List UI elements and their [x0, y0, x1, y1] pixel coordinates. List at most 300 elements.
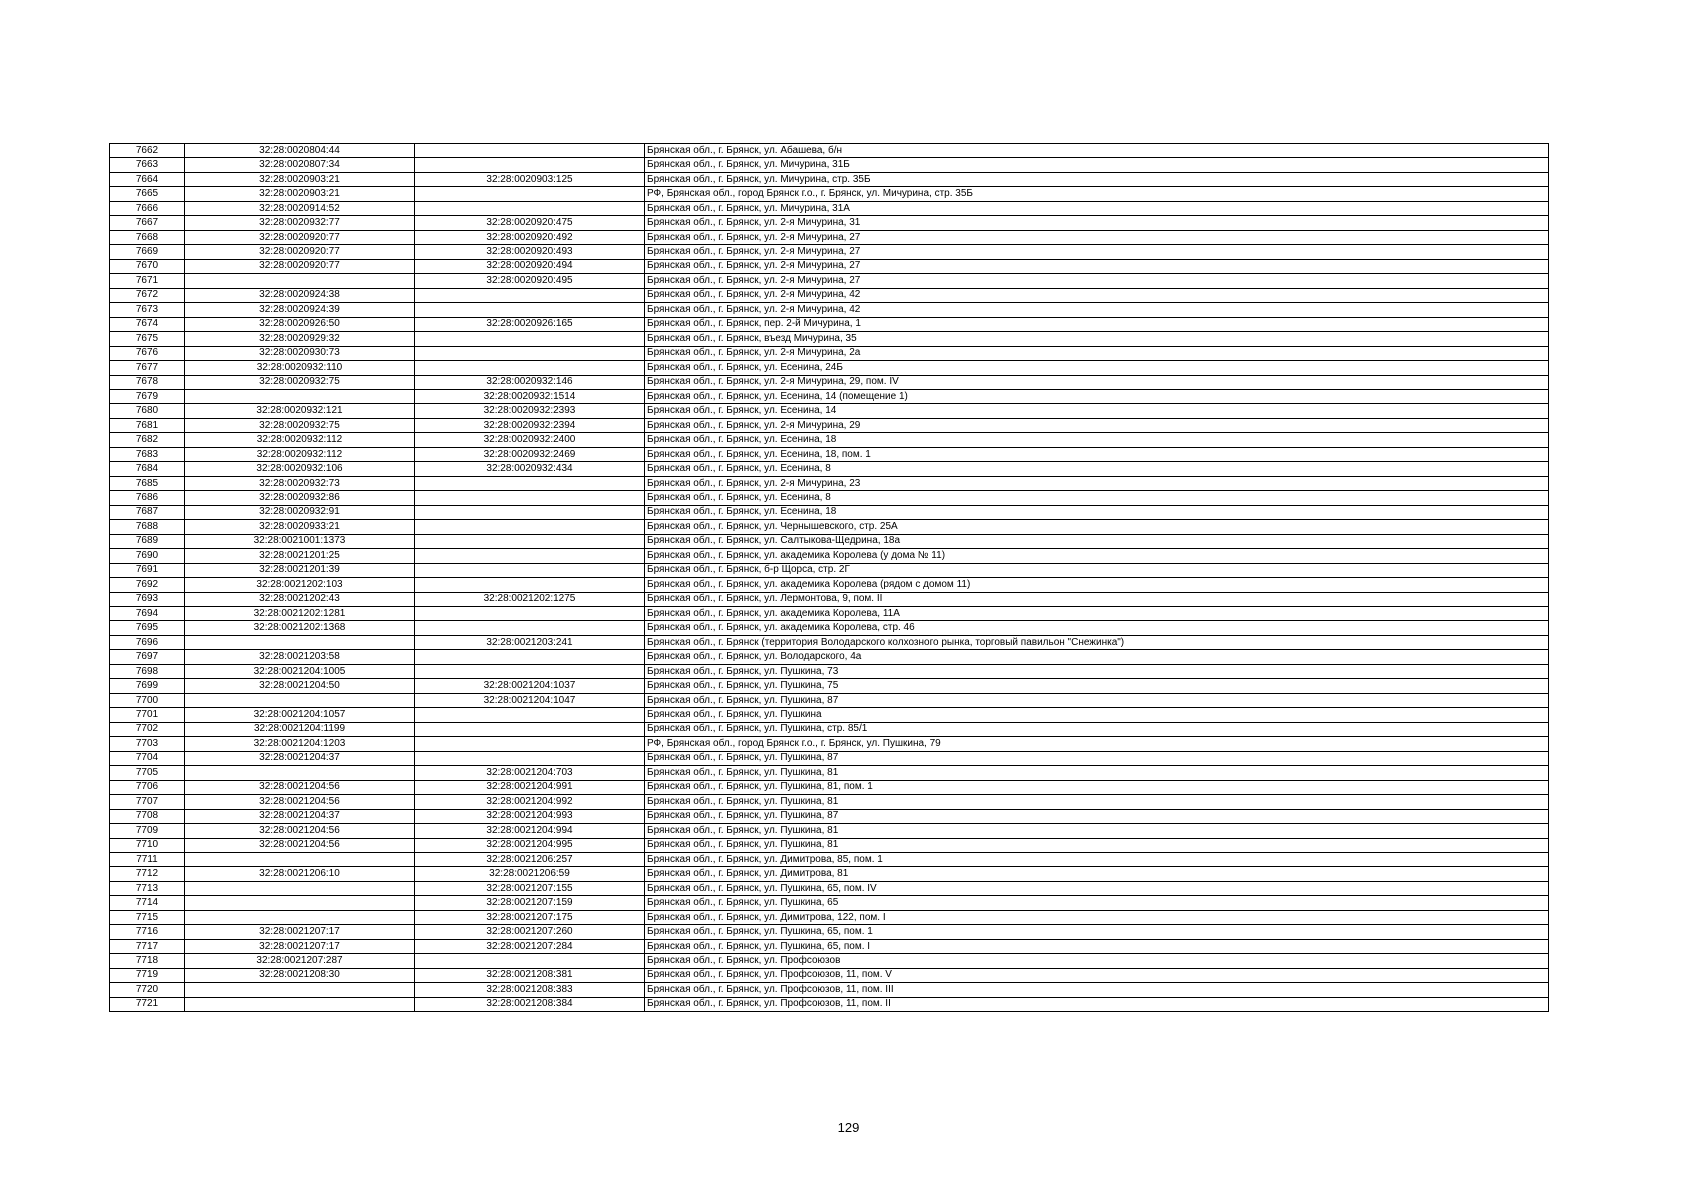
table-row	[110, 881, 1549, 895]
address-cell: Брянская обл., г. Брянск, ул. 2-я Мичурина, 27	[645, 245, 1549, 259]
address-cell: Брянская обл., г. Брянск, ул. 2-я Мичурина, 2а	[645, 346, 1549, 360]
address-cell: Брянская обл., г. Брянск, ул. Чернышевского, стр. 25А	[645, 520, 1549, 534]
table-row	[110, 404, 1549, 418]
address-cell: Брянская обл., г. Брянск, ул. 2-я Мичурина, 42	[645, 288, 1549, 302]
address-cell: Брянская обл., г. Брянск, ул. Пушкина, 81, пом. 1	[645, 780, 1549, 794]
table-row	[110, 997, 1549, 1011]
row-number-cell: 7701	[110, 708, 185, 722]
row-number-cell: 7684	[110, 462, 185, 476]
table-row	[110, 679, 1549, 693]
object-number-cell: 32:28:0021204:992	[415, 795, 645, 809]
address-cell: Брянская обл., г. Брянск, ул. Пушкина, 65, пом. 1	[645, 925, 1549, 939]
row-number-cell: 7703	[110, 737, 185, 751]
address-cell: Брянская обл., г. Брянск, ул. академика Королева, 11А	[645, 607, 1549, 621]
address-cell: Брянская обл., г. Брянск, ул. 2-я Мичурина, 27	[645, 230, 1549, 244]
row-number-cell: 7679	[110, 389, 185, 403]
parcel-number-cell	[185, 766, 415, 780]
parcel-number-cell: 32:28:0021208:30	[185, 968, 415, 982]
object-number-cell: 32:28:0021204:703	[415, 766, 645, 780]
parcel-number-cell: 32:28:0021204:56	[185, 838, 415, 852]
table-row	[110, 346, 1549, 360]
row-number-cell: 7694	[110, 607, 185, 621]
object-number-cell: 32:28:0020932:1514	[415, 389, 645, 403]
table-row	[110, 534, 1549, 548]
table-row	[110, 288, 1549, 302]
row-number-cell: 7704	[110, 751, 185, 765]
row-number-cell: 7692	[110, 578, 185, 592]
table-row	[110, 621, 1549, 635]
parcel-number-cell	[185, 896, 415, 910]
parcel-number-cell: 32:28:0021204:1199	[185, 722, 415, 736]
address-cell: Брянская обл., г. Брянск, ул. Профсоюзов	[645, 954, 1549, 968]
object-number-cell	[415, 607, 645, 621]
object-number-cell: 32:28:0020926:165	[415, 317, 645, 331]
object-number-cell	[415, 346, 645, 360]
table-row	[110, 332, 1549, 346]
row-number-cell: 7690	[110, 549, 185, 563]
row-number-cell: 7666	[110, 201, 185, 215]
address-cell: Брянская обл., г. Брянск, ул. Салтыкова-Щедрина, 18а	[645, 534, 1549, 548]
object-number-cell: 32:28:0021204:995	[415, 838, 645, 852]
row-number-cell: 7718	[110, 954, 185, 968]
parcel-number-cell: 32:28:0020924:38	[185, 288, 415, 302]
parcel-number-cell: 32:28:0021206:10	[185, 867, 415, 881]
address-cell: Брянская обл., г. Брянск, ул. Володарского, 4а	[645, 650, 1549, 664]
object-number-cell: 32:28:0021206:59	[415, 867, 645, 881]
table-row	[110, 201, 1549, 215]
address-cell: Брянская обл., г. Брянск, ул. Мичурина, стр. 35Б	[645, 172, 1549, 186]
row-number-cell: 7688	[110, 520, 185, 534]
row-number-cell: 7674	[110, 317, 185, 331]
parcel-number-cell: 32:28:0021204:50	[185, 679, 415, 693]
table-row	[110, 737, 1549, 751]
address-cell: Брянская обл., г. Брянск, ул. Пушкина, 81	[645, 795, 1549, 809]
parcel-number-cell: 32:28:0020807:34	[185, 158, 415, 172]
row-number-cell: 7687	[110, 505, 185, 519]
object-number-cell: 32:28:0020932:2394	[415, 418, 645, 432]
table-row	[110, 187, 1549, 201]
table-row	[110, 578, 1549, 592]
address-cell: РФ, Брянская обл., город Брянск г.о., г. Брянск, ул. Мичурина, стр. 35Б	[645, 187, 1549, 201]
table-row	[110, 795, 1549, 809]
row-number-cell: 7700	[110, 693, 185, 707]
parcel-number-cell: 32:28:0020932:121	[185, 404, 415, 418]
object-number-cell	[415, 505, 645, 519]
row-number-cell: 7691	[110, 563, 185, 577]
parcel-number-cell: 32:28:0021204:56	[185, 824, 415, 838]
row-number-cell: 7709	[110, 824, 185, 838]
object-number-cell: 32:28:0020932:434	[415, 462, 645, 476]
table-row	[110, 852, 1549, 866]
address-cell: Брянская обл., г. Брянск, ул. Профсоюзов, 11, пом. III	[645, 983, 1549, 997]
row-number-cell: 7667	[110, 216, 185, 230]
table-row	[110, 520, 1549, 534]
object-number-cell: 32:28:0021203:241	[415, 635, 645, 649]
address-cell: Брянская обл., г. Брянск, ул. Димитрова, 85, пом. 1	[645, 852, 1549, 866]
row-number-cell: 7673	[110, 303, 185, 317]
table-row	[110, 447, 1549, 461]
object-number-cell: 32:28:0021207:155	[415, 881, 645, 895]
parcel-number-cell: 32:28:0020932:73	[185, 476, 415, 490]
row-number-cell: 7681	[110, 418, 185, 432]
table-row	[110, 910, 1549, 924]
object-number-cell: 32:28:0021208:381	[415, 968, 645, 982]
page-number: 129	[837, 1120, 860, 1135]
object-number-cell: 32:28:0020932:146	[415, 375, 645, 389]
address-cell: Брянская обл., г. Брянск, ул. Есенина, 18, пом. 1	[645, 447, 1549, 461]
parcel-number-cell: 32:28:0021204:37	[185, 809, 415, 823]
parcel-number-cell: 32:28:0021204:56	[185, 780, 415, 794]
address-cell: Брянская обл., г. Брянск, ул. академика Королева, стр. 46	[645, 621, 1549, 635]
object-number-cell: 32:28:0020932:2469	[415, 447, 645, 461]
parcel-number-cell: 32:28:0021201:39	[185, 563, 415, 577]
table-row	[110, 780, 1549, 794]
row-number-cell: 7683	[110, 447, 185, 461]
parcel-number-cell: 32:28:0021207:17	[185, 925, 415, 939]
object-number-cell	[415, 563, 645, 577]
parcel-number-cell: 32:28:0020929:32	[185, 332, 415, 346]
address-cell: Брянская обл., г. Брянск, б-р Щорса, стр. 2Г	[645, 563, 1549, 577]
object-number-cell	[415, 158, 645, 172]
object-number-cell: 32:28:0020920:495	[415, 274, 645, 288]
table-row	[110, 462, 1549, 476]
parcel-number-cell: 32:28:0020932:112	[185, 447, 415, 461]
object-number-cell	[415, 578, 645, 592]
table-row	[110, 896, 1549, 910]
parcel-number-cell	[185, 997, 415, 1011]
parcel-number-cell: 32:28:0021204:37	[185, 751, 415, 765]
object-number-cell: 32:28:0021202:1275	[415, 592, 645, 606]
table-row	[110, 722, 1549, 736]
parcel-number-cell: 32:28:0020932:75	[185, 375, 415, 389]
table-row	[110, 476, 1549, 490]
parcel-number-cell	[185, 881, 415, 895]
parcel-number-cell: 32:28:0021203:58	[185, 650, 415, 664]
table-row	[110, 766, 1549, 780]
object-number-cell: 32:28:0020920:475	[415, 216, 645, 230]
object-number-cell: 32:28:0021206:257	[415, 852, 645, 866]
object-number-cell: 32:28:0021207:159	[415, 896, 645, 910]
row-number-cell: 7677	[110, 361, 185, 375]
row-number-cell: 7699	[110, 679, 185, 693]
table-row	[110, 418, 1549, 432]
row-number-cell: 7675	[110, 332, 185, 346]
table-row	[110, 954, 1549, 968]
table-row	[110, 259, 1549, 273]
parcel-number-cell: 32:28:0021204:56	[185, 795, 415, 809]
row-number-cell: 7672	[110, 288, 185, 302]
parcel-number-cell: 32:28:0021204:1057	[185, 708, 415, 722]
table-row	[110, 968, 1549, 982]
row-number-cell: 7720	[110, 983, 185, 997]
parcel-number-cell: 32:28:0021202:43	[185, 592, 415, 606]
row-number-cell: 7712	[110, 867, 185, 881]
object-number-cell: 32:28:0021208:384	[415, 997, 645, 1011]
address-cell: Брянская обл., г. Брянск, ул. Мичурина, 31Б	[645, 158, 1549, 172]
object-number-cell	[415, 549, 645, 563]
address-cell: Брянская обл., г. Брянск, ул. Есенина, 14 (помещение 1)	[645, 389, 1549, 403]
row-number-cell: 7668	[110, 230, 185, 244]
parcel-number-cell: 32:28:0020924:39	[185, 303, 415, 317]
address-cell: Брянская обл., г. Брянск, ул. Димитрова, 81	[645, 867, 1549, 881]
address-cell: Брянская обл., г. Брянск, ул. Есенина, 8	[645, 491, 1549, 505]
table-row	[110, 664, 1549, 678]
row-number-cell: 7686	[110, 491, 185, 505]
parcel-number-cell: 32:28:0020932:75	[185, 418, 415, 432]
address-cell: Брянская обл., г. Брянск, ул. Лермонтова, 9, пом. II	[645, 592, 1549, 606]
table-row	[110, 172, 1549, 186]
row-number-cell: 7713	[110, 881, 185, 895]
address-cell: Брянская обл., г. Брянск, ул. Есенина, 8	[645, 462, 1549, 476]
object-number-cell	[415, 650, 645, 664]
table-row	[110, 635, 1549, 649]
table-row	[110, 983, 1549, 997]
parcel-number-cell: 32:28:0020932:110	[185, 361, 415, 375]
object-number-cell	[415, 491, 645, 505]
object-number-cell	[415, 954, 645, 968]
table-row	[110, 751, 1549, 765]
address-cell: Брянская обл., г. Брянск, ул. 2-я Мичурина, 29, пом. IV	[645, 375, 1549, 389]
address-cell: Брянская обл., г. Брянск, ул. Пушкина, 81	[645, 824, 1549, 838]
object-number-cell	[415, 534, 645, 548]
table-row	[110, 563, 1549, 577]
object-number-cell: 32:28:0021204:991	[415, 780, 645, 794]
object-number-cell	[415, 288, 645, 302]
address-cell: Брянская обл., г. Брянск, ул. Есенина, 14	[645, 404, 1549, 418]
address-cell: Брянская обл., г. Брянск, ул. Мичурина, 31А	[645, 201, 1549, 215]
table-row	[110, 505, 1549, 519]
parcel-number-cell: 32:28:0021207:287	[185, 954, 415, 968]
row-number-cell: 7714	[110, 896, 185, 910]
table-row	[110, 375, 1549, 389]
row-number-cell: 7698	[110, 664, 185, 678]
object-number-cell	[415, 201, 645, 215]
object-number-cell: 32:28:0020920:492	[415, 230, 645, 244]
parcel-number-cell	[185, 910, 415, 924]
parcel-number-cell: 32:28:0020932:106	[185, 462, 415, 476]
address-cell: Брянская обл., г. Брянск, ул. 2-я Мичурина, 31	[645, 216, 1549, 230]
address-cell: Брянская обл., г. Брянск, ул. Абашева, б/н	[645, 144, 1549, 158]
object-number-cell	[415, 187, 645, 201]
row-number-cell: 7676	[110, 346, 185, 360]
row-number-cell: 7717	[110, 939, 185, 953]
address-cell: Брянская обл., г. Брянск, въезд Мичурина, 35	[645, 332, 1549, 346]
address-cell: Брянская обл., г. Брянск, ул. 2-я Мичурина, 23	[645, 476, 1549, 490]
address-cell: Брянская обл., г. Брянск, ул. Пушкина, 87	[645, 693, 1549, 707]
address-cell: Брянская обл., г. Брянск (территория Володарского колхозного рынка, торговый павильон "Снежинка")	[645, 635, 1549, 649]
parcel-number-cell: 32:28:0020920:77	[185, 259, 415, 273]
table-row	[110, 867, 1549, 881]
parcel-number-cell	[185, 274, 415, 288]
row-number-cell: 7662	[110, 144, 185, 158]
table-row	[110, 144, 1549, 158]
parcel-number-cell: 32:28:0020933:21	[185, 520, 415, 534]
parcel-number-cell	[185, 852, 415, 866]
row-number-cell: 7689	[110, 534, 185, 548]
row-number-cell: 7697	[110, 650, 185, 664]
address-cell: Брянская обл., г. Брянск, ул. 2-я Мичурина, 27	[645, 274, 1549, 288]
table-row	[110, 245, 1549, 259]
row-number-cell: 7695	[110, 621, 185, 635]
address-cell: Брянская обл., г. Брянск, ул. Пушкина, 75	[645, 679, 1549, 693]
object-number-cell	[415, 722, 645, 736]
address-cell: Брянская обл., г. Брянск, ул. Пушкина, 81	[645, 766, 1549, 780]
table-row	[110, 607, 1549, 621]
table-row	[110, 838, 1549, 852]
address-cell: Брянская обл., г. Брянск, ул. академика Королева (рядом с домом 11)	[645, 578, 1549, 592]
parcel-number-cell: 32:28:0020903:21	[185, 172, 415, 186]
parcel-number-cell: 32:28:0020914:52	[185, 201, 415, 215]
parcel-number-cell: 32:28:0021201:25	[185, 549, 415, 563]
address-cell: Брянская обл., г. Брянск, ул. Пушкина, 65, пом. I	[645, 939, 1549, 953]
address-cell: Брянская обл., г. Брянск, ул. академика Королева (у дома № 11)	[645, 549, 1549, 563]
address-cell: Брянская обл., г. Брянск, ул. Пушкина, 81	[645, 838, 1549, 852]
table-row	[110, 708, 1549, 722]
row-number-cell: 7696	[110, 635, 185, 649]
parcel-number-cell	[185, 389, 415, 403]
parcel-number-cell: 32:28:0020932:77	[185, 216, 415, 230]
object-number-cell: 32:28:0020920:493	[415, 245, 645, 259]
row-number-cell: 7711	[110, 852, 185, 866]
table-row	[110, 650, 1549, 664]
address-cell: Брянская обл., г. Брянск, ул. Пушкина, 87	[645, 751, 1549, 765]
row-number-cell: 7670	[110, 259, 185, 273]
table-row	[110, 939, 1549, 953]
table-row	[110, 361, 1549, 375]
row-number-cell: 7693	[110, 592, 185, 606]
object-number-cell: 32:28:0021208:383	[415, 983, 645, 997]
row-number-cell: 7678	[110, 375, 185, 389]
address-cell: Брянская обл., г. Брянск, ул. 2-я Мичурина, 42	[645, 303, 1549, 317]
object-number-cell: 32:28:0021204:1037	[415, 679, 645, 693]
row-number-cell: 7682	[110, 433, 185, 447]
row-number-cell: 7665	[110, 187, 185, 201]
row-number-cell: 7664	[110, 172, 185, 186]
parcel-number-cell	[185, 983, 415, 997]
address-cell: Брянская обл., г. Брянск, ул. Димитрова, 122, пом. I	[645, 910, 1549, 924]
address-cell: Брянская обл., г. Брянск, ул. Пушкина, 87	[645, 809, 1549, 823]
address-cell: Брянская обл., г. Брянск, ул. 2-я Мичурина, 29	[645, 418, 1549, 432]
row-number-cell: 7707	[110, 795, 185, 809]
object-number-cell	[415, 751, 645, 765]
parcel-number-cell: 32:28:0020932:86	[185, 491, 415, 505]
parcel-number-cell: 32:28:0020920:77	[185, 245, 415, 259]
document-table-container	[109, 143, 1549, 1012]
table-row	[110, 809, 1549, 823]
object-number-cell: 32:28:0020932:2393	[415, 404, 645, 418]
table-row	[110, 491, 1549, 505]
parcel-number-cell: 32:28:0021202:1368	[185, 621, 415, 635]
table-row	[110, 230, 1549, 244]
address-cell: Брянская обл., г. Брянск, ул. 2-я Мичурина, 27	[645, 259, 1549, 273]
table-row	[110, 158, 1549, 172]
object-number-cell: 32:28:0020920:494	[415, 259, 645, 273]
parcel-number-cell: 32:28:0020930:73	[185, 346, 415, 360]
table-row	[110, 274, 1549, 288]
row-number-cell: 7716	[110, 925, 185, 939]
row-number-cell: 7680	[110, 404, 185, 418]
row-number-cell: 7669	[110, 245, 185, 259]
row-number-cell: 7708	[110, 809, 185, 823]
object-number-cell: 32:28:0021207:175	[415, 910, 645, 924]
parcel-number-cell: 32:28:0021207:17	[185, 939, 415, 953]
table-row	[110, 592, 1549, 606]
address-cell: Брянская обл., г. Брянск, ул. Есенина, 18	[645, 505, 1549, 519]
table-body	[110, 144, 1549, 1012]
object-number-cell: 32:28:0021204:994	[415, 824, 645, 838]
object-number-cell	[415, 737, 645, 751]
parcel-number-cell: 32:28:0020804:44	[185, 144, 415, 158]
address-cell: Брянская обл., г. Брянск, ул. Пушкина, 65, пом. IV	[645, 881, 1549, 895]
table-row	[110, 925, 1549, 939]
row-number-cell: 7705	[110, 766, 185, 780]
table-row	[110, 216, 1549, 230]
parcel-number-cell: 32:28:0021202:103	[185, 578, 415, 592]
address-cell: Брянская обл., г. Брянск, ул. Профсоюзов, 11, пом. II	[645, 997, 1549, 1011]
object-number-cell	[415, 476, 645, 490]
row-number-cell: 7702	[110, 722, 185, 736]
parcel-number-cell: 32:28:0020920:77	[185, 230, 415, 244]
object-number-cell	[415, 303, 645, 317]
parcel-number-cell: 32:28:0020932:112	[185, 433, 415, 447]
object-number-cell	[415, 144, 645, 158]
parcel-number-cell: 32:28:0020926:50	[185, 317, 415, 331]
parcel-number-cell: 32:28:0021001:1373	[185, 534, 415, 548]
object-number-cell: 32:28:0021204:1047	[415, 693, 645, 707]
row-number-cell: 7715	[110, 910, 185, 924]
table-row	[110, 303, 1549, 317]
object-number-cell	[415, 361, 645, 375]
address-cell: Брянская обл., г. Брянск, ул. Пушкина, 73	[645, 664, 1549, 678]
parcel-number-cell: 32:28:0021204:1005	[185, 664, 415, 678]
object-number-cell: 32:28:0020903:125	[415, 172, 645, 186]
object-number-cell	[415, 520, 645, 534]
table-row	[110, 317, 1549, 331]
parcel-number-cell: 32:28:0020932:91	[185, 505, 415, 519]
table-row	[110, 433, 1549, 447]
table-row	[110, 389, 1549, 403]
object-number-cell	[415, 332, 645, 346]
cadastral-table	[109, 143, 1549, 1012]
object-number-cell: 32:28:0021204:993	[415, 809, 645, 823]
address-cell: Брянская обл., г. Брянск, ул. Есенина, 18	[645, 433, 1549, 447]
address-cell: Брянская обл., г. Брянск, ул. Есенина, 24Б	[645, 361, 1549, 375]
table-row	[110, 824, 1549, 838]
parcel-number-cell: 32:28:0021204:1203	[185, 737, 415, 751]
parcel-number-cell: 32:28:0021202:1281	[185, 607, 415, 621]
object-number-cell	[415, 664, 645, 678]
row-number-cell: 7710	[110, 838, 185, 852]
parcel-number-cell	[185, 693, 415, 707]
address-cell: Брянская обл., г. Брянск, ул. Пушкина, стр. 85/1	[645, 722, 1549, 736]
row-number-cell: 7671	[110, 274, 185, 288]
object-number-cell: 32:28:0021207:260	[415, 925, 645, 939]
table-row	[110, 693, 1549, 707]
object-number-cell: 32:28:0020932:2400	[415, 433, 645, 447]
row-number-cell: 7721	[110, 997, 185, 1011]
address-cell: Брянская обл., г. Брянск, пер. 2-й Мичурина, 1	[645, 317, 1549, 331]
object-number-cell	[415, 708, 645, 722]
object-number-cell: 32:28:0021207:284	[415, 939, 645, 953]
table-row	[110, 549, 1549, 563]
parcel-number-cell	[185, 635, 415, 649]
row-number-cell: 7663	[110, 158, 185, 172]
row-number-cell: 7719	[110, 968, 185, 982]
row-number-cell: 7685	[110, 476, 185, 490]
object-number-cell	[415, 621, 645, 635]
address-cell: Брянская обл., г. Брянск, ул. Пушкина	[645, 708, 1549, 722]
address-cell: Брянская обл., г. Брянск, ул. Профсоюзов, 11, пом. V	[645, 968, 1549, 982]
